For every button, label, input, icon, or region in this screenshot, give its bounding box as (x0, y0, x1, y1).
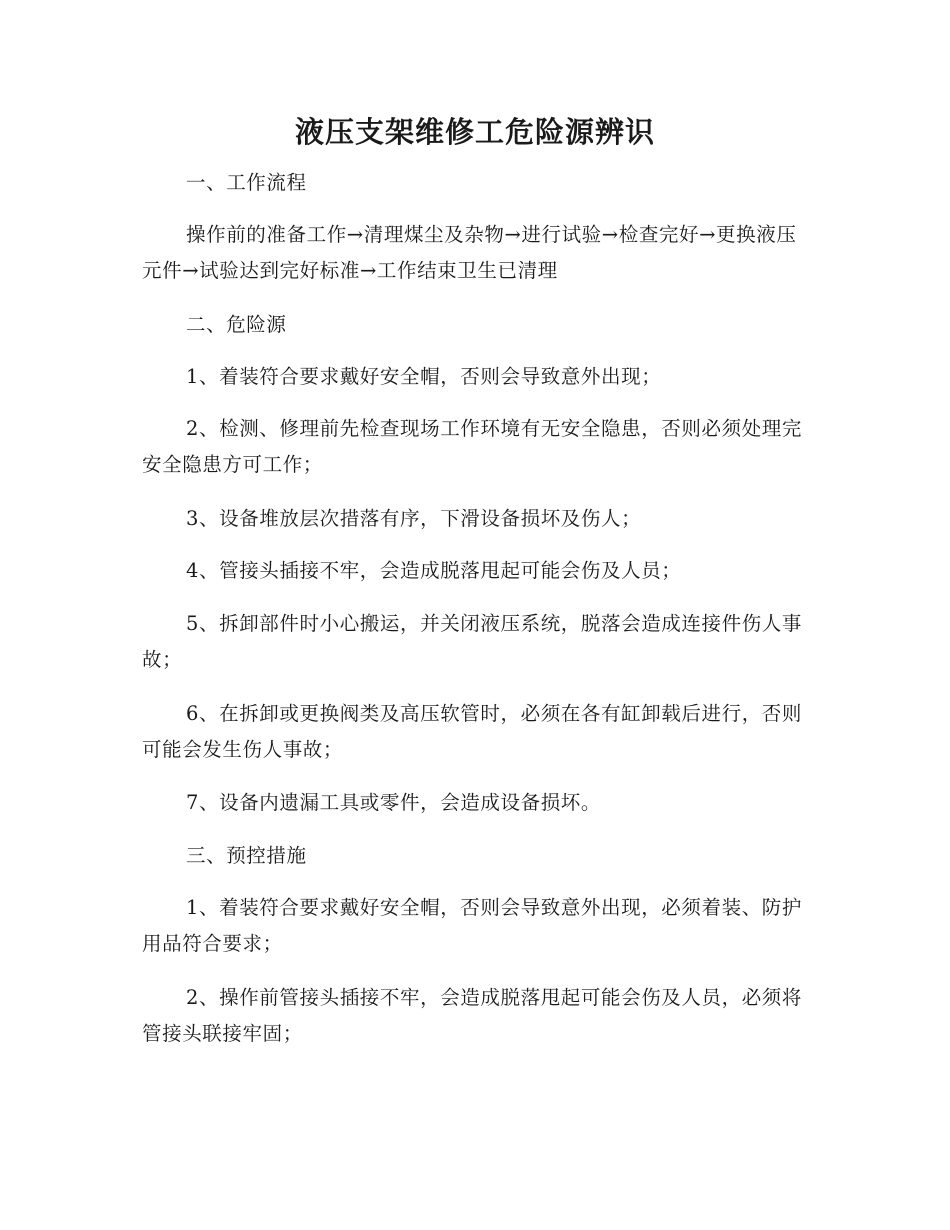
section-heading-controls: 三、预控措施 (186, 844, 307, 867)
hazard-item-7: 7、设备内遗漏工具或零件，会造成设备损坏。 (186, 791, 602, 814)
section-heading-workflow: 一、工作流程 (186, 171, 307, 194)
hazard-item-1: 1、着装符合要求戴好安全帽，否则会导致意外出现； (186, 365, 662, 388)
document-title: 液压支架维修工危险源辨识 (294, 115, 655, 149)
hazard-item-6: 6、在拆卸或更换阀类及高压软管时，必须在各有缸卸载后进行，否则可能会发生伤人事故； (142, 702, 803, 761)
hazard-item-5: 5、拆卸部件时小心搬运，并关闭液压系统，脱落会造成连接件伤人事故； (142, 612, 803, 671)
control-item-1: 1、着装符合要求戴好安全帽，否则会导致意外出现，必须着装、防护用品符合要求； (142, 896, 803, 955)
hazard-item-3: 3、设备堆放层次措落有序，下滑设备损坏及伤人； (186, 507, 642, 530)
control-item-2: 2、操作前管接头插接不牢，会造成脱落甩起可能会伤及人员，必须将管接头联接牢固； (142, 986, 803, 1045)
hazard-item-2: 2、检测、修理前先检查现场工作环境有无安全隐患，否则必须处理完安全隐患方可工作； (142, 417, 803, 476)
workflow-paragraph: 操作前的准备工作→清理煤尘及杂物→进行试验→检查完好→更换液压元件→试验达到完好标准→工作结束卫生已清理 (142, 223, 797, 282)
hazard-item-4: 4、管接头插接不牢，会造成脱落甩起可能会伤及人员； (186, 559, 682, 582)
section-heading-hazards: 二、危险源 (186, 313, 287, 336)
